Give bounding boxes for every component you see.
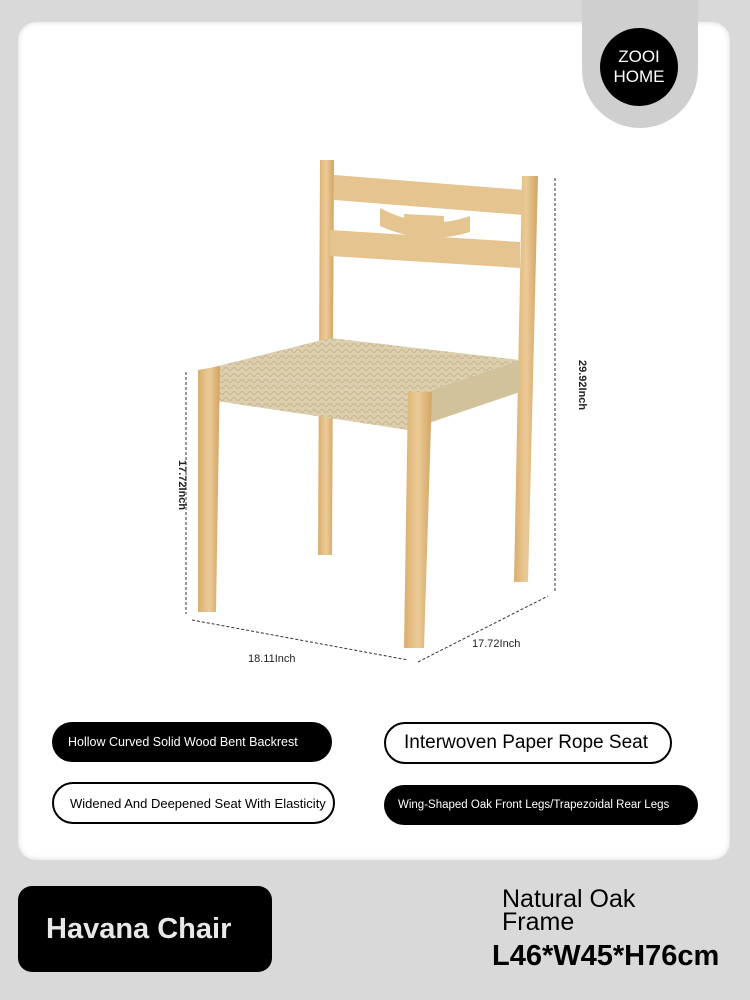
- feature-rope-seat: [384, 722, 672, 764]
- feature-backrest-label: Hollow Curved Solid Wood Bent Backrest: [68, 735, 298, 749]
- feature-legs-label: Wing-Shaped Oak Front Legs/Trapezoidal Rear Legs: [398, 799, 670, 811]
- product-size: L46*W45*H76cm: [492, 940, 720, 972]
- feature-seat-elasticity-label: Widened And Deepened Seat With Elasticity: [70, 795, 326, 811]
- backrest-top-rail: [334, 175, 524, 215]
- dim-width: 18.11Inch: [248, 653, 296, 665]
- dim-total-height: 29.92Inch: [576, 360, 588, 411]
- brand-line2: HOME: [613, 67, 665, 86]
- product-material: [502, 885, 672, 936]
- product-material-text: Natural Oak Frame: [502, 885, 636, 936]
- feature-legs: [384, 785, 698, 825]
- front-right-leg: [404, 392, 432, 648]
- product-name: Havana Chair: [46, 912, 232, 945]
- front-left-leg: [198, 366, 220, 612]
- product-name-badge: [18, 886, 272, 972]
- brand-line1: ZOOI: [618, 47, 660, 66]
- feature-rope-seat-label: Interwoven Paper Rope Seat: [404, 732, 648, 753]
- feature-seat-elasticity: [52, 782, 335, 824]
- feature-backrest: [52, 722, 332, 762]
- dim-seat-height: 17.72Inch: [176, 460, 188, 511]
- dim-depth: 17.72Inch: [472, 638, 521, 650]
